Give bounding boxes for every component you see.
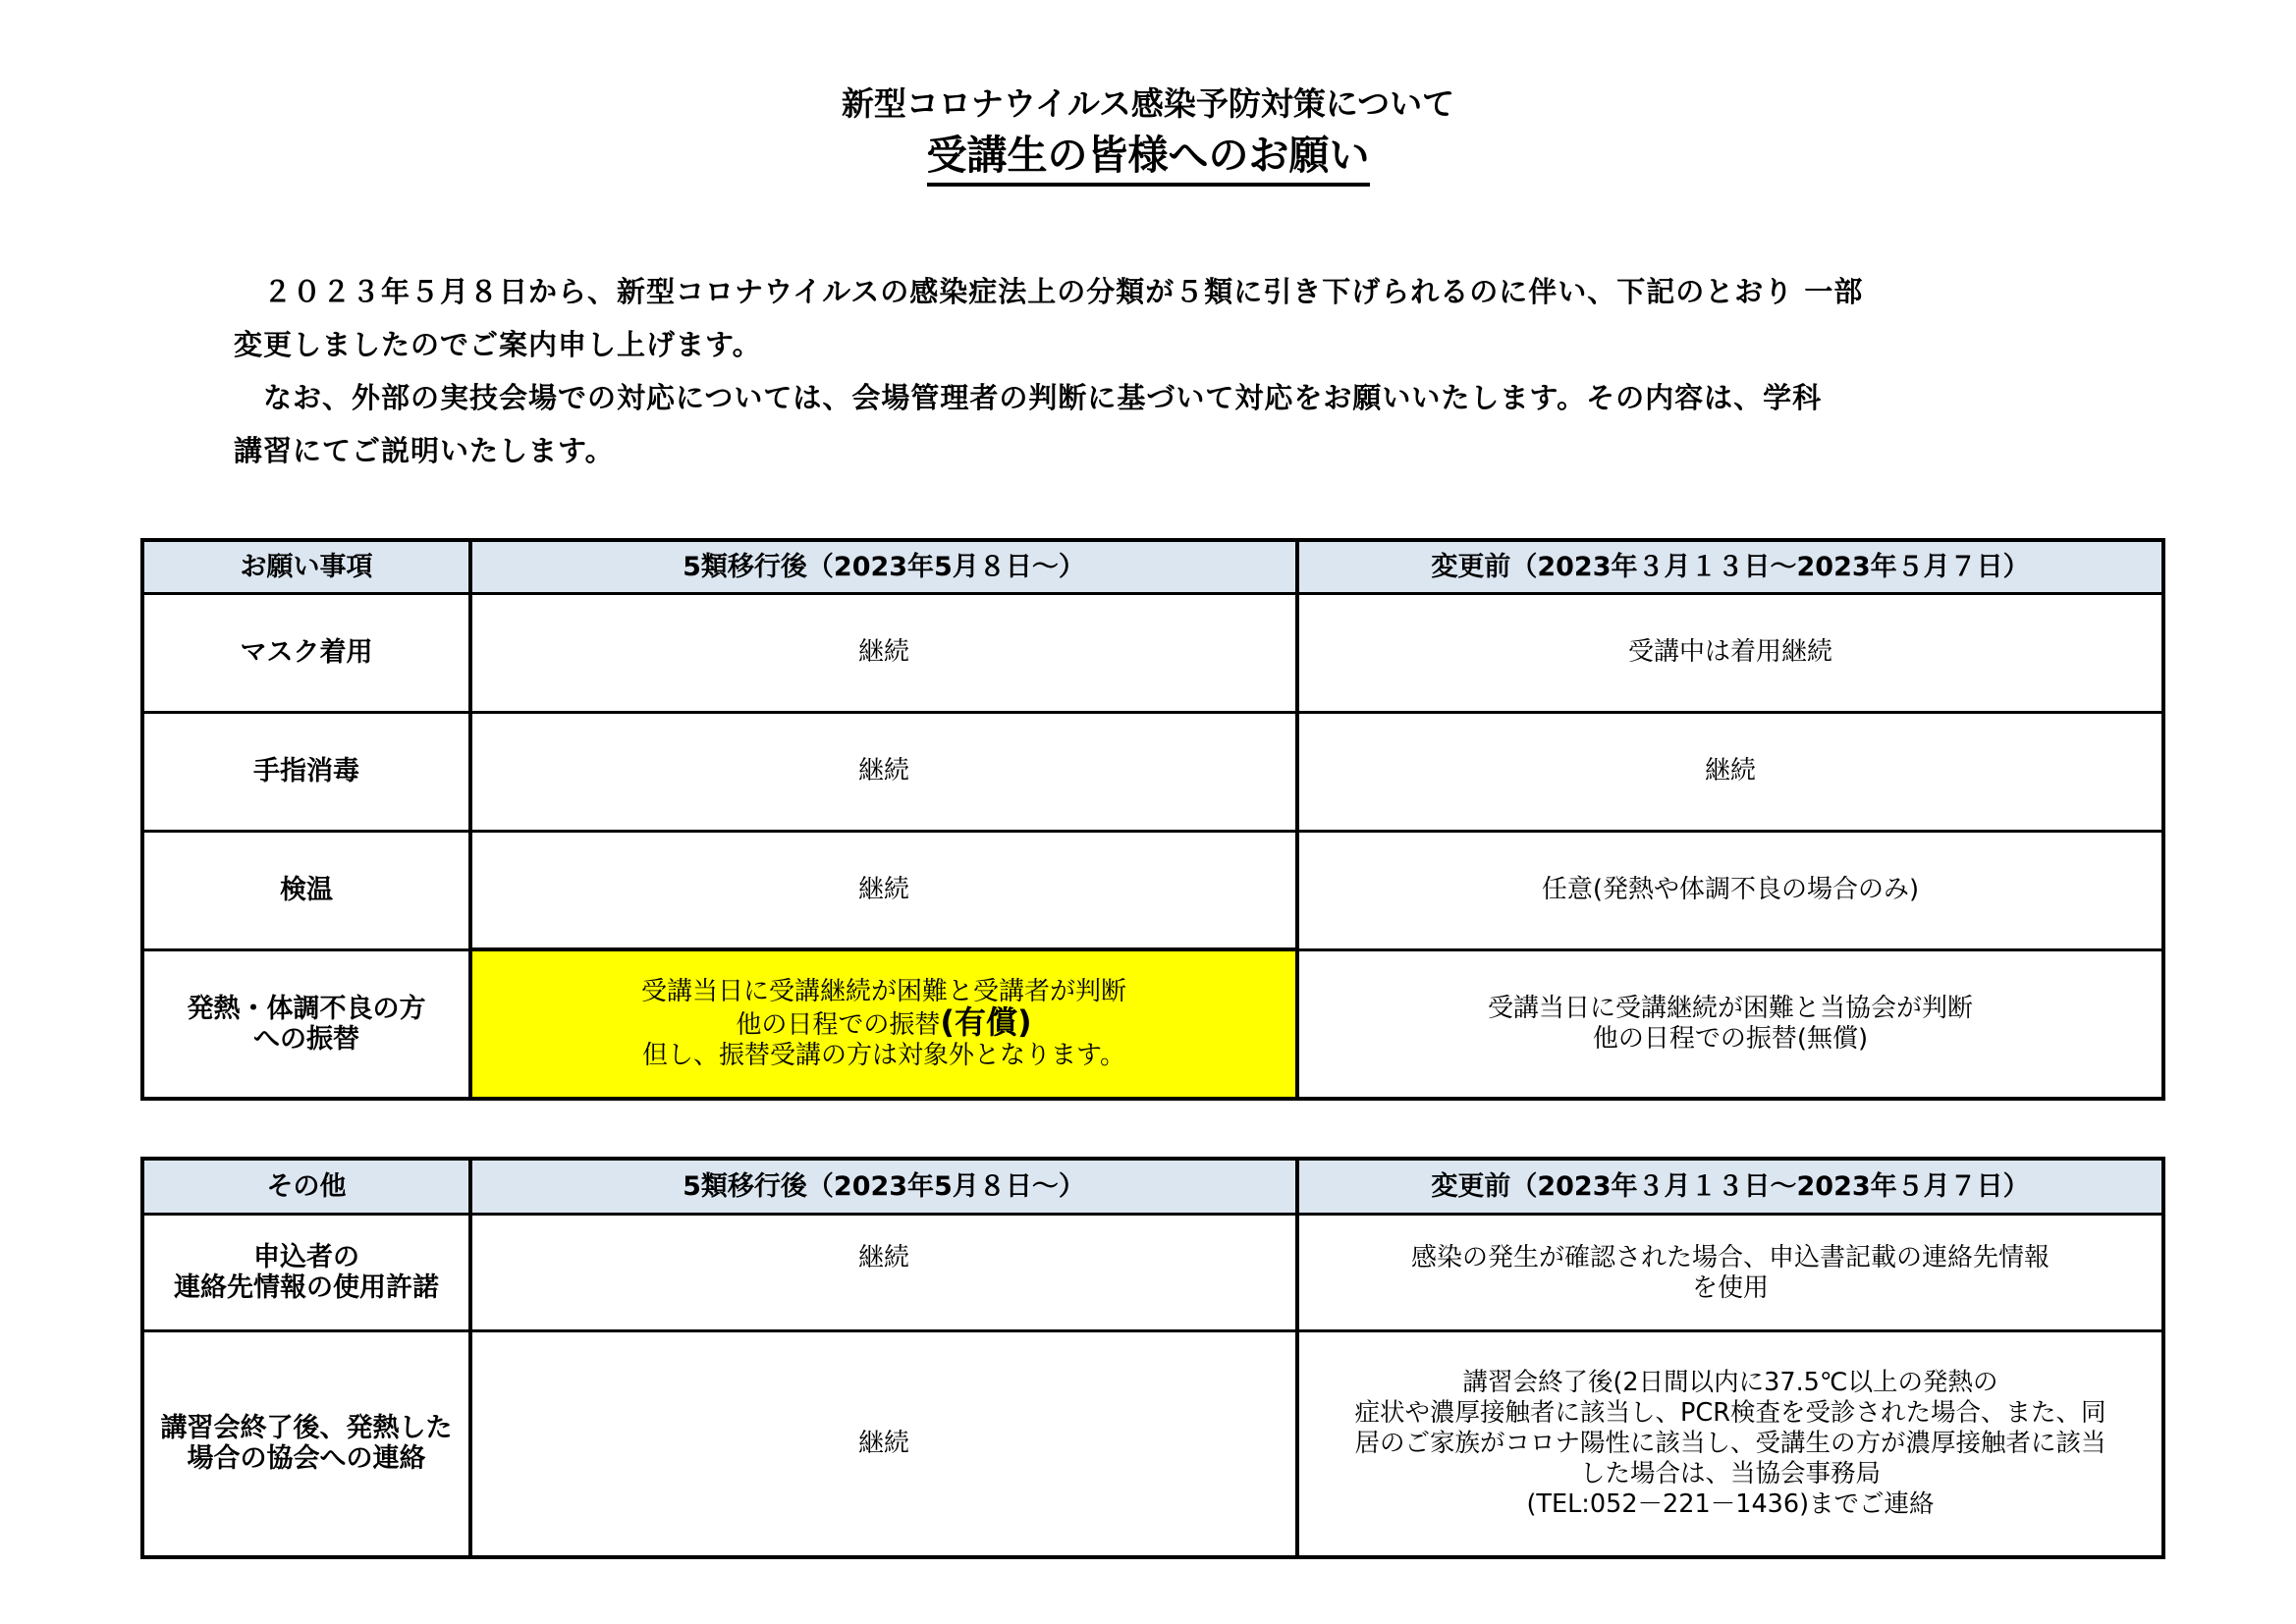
consent-item-line-1: 申込者の (253, 1241, 359, 1272)
intro-line-3: なお、外部の実技会場での対応については、会場管理者の判断に基づいて対応をお願いいたします。その内容は、学科 (234, 381, 1823, 414)
row-after-temperature: 継続 (470, 831, 1297, 949)
row-item-fever (142, 949, 470, 1099)
fever-after-paid-emphasis: (有償) (940, 1003, 1032, 1041)
header-item: お願い事項 (142, 540, 470, 593)
intro-text (234, 265, 2050, 477)
report-before-line-4: した場合は、当協会事務局 (1579, 1458, 1881, 1489)
row-after-fever-report: 継続 (470, 1330, 1297, 1557)
row-item-sanitize: 手指消毒 (142, 712, 470, 831)
document-title: 新型コロナウイルス感染予防対策について (841, 84, 1455, 123)
fever-before-line-2: 他の日程での振替(無償) (1592, 1023, 1869, 1054)
request-table (140, 538, 2165, 1101)
fever-item-line-1: 発熱・体調不良の方 (187, 993, 426, 1024)
row-after-mask: 継続 (470, 593, 1297, 712)
header-after: 5類移行後（2023年5月８日～） (470, 540, 1297, 593)
row-before-sanitize: 継続 (1297, 712, 2163, 831)
row-before-mask: 受講中は着用継続 (1297, 593, 2163, 712)
row-after-fever-highlight (470, 949, 1297, 1099)
table-row (142, 1214, 2163, 1330)
report-item-line-1: 講習会終了後、発熱した (160, 1413, 453, 1444)
row-item-temperature: 検温 (142, 831, 470, 949)
row-before-fever-report (1297, 1330, 2163, 1557)
fever-after-line-1: 受講当日に受講継続が困難と受講者が判断 (640, 977, 1126, 1006)
header-before: 変更前（2023年３月１３日～2023年５月７日） (1297, 540, 2163, 593)
row-item-mask: マスク着用 (142, 593, 470, 712)
intro-line-4: 講習にてご説明いたします。 (234, 434, 615, 467)
consent-before-line-1: 感染の発生が確認された場合、申込書記載の連絡先情報 (1410, 1242, 2050, 1272)
table-header-row (142, 540, 2163, 593)
row-item-fever-report (142, 1330, 470, 1557)
intro-line-1: ２０２３年５月８日から、新型コロナウイルスの感染症法上の分類が５類に引き下げられるのに伴い、下記のとおり 一部 (234, 275, 1864, 308)
report-before-line-5: (TEL:052－221－1436)までご連絡 (1526, 1489, 1935, 1519)
intro-line-2: 変更しましたのでご案内申し上げます。 (234, 328, 762, 361)
header-other: その他 (142, 1159, 470, 1214)
row-before-contact-consent (1297, 1214, 2163, 1330)
table-row (142, 949, 2163, 1099)
consent-item-line-2: 連絡先情報の使用許諾 (174, 1272, 439, 1303)
fever-after-line-2 (482, 1003, 1285, 1041)
table-row (142, 1330, 2163, 1557)
header-before: 変更前（2023年３月１３日～2023年５月７日） (1297, 1159, 2163, 1214)
other-table (140, 1157, 2165, 1559)
report-before-line-3: 居のご家族がコロナ陽性に該当し、受講生の方が濃厚接触者に該当 (1354, 1428, 2106, 1458)
subtitle-text: 受講生の皆様へのお願い (927, 130, 1370, 187)
header-after: 5類移行後（2023年5月８日～） (470, 1159, 1297, 1214)
fever-after-line-3: 但し、振替受講の方は対象外となります。 (642, 1041, 1125, 1070)
document-subtitle (0, 130, 2296, 187)
row-before-temperature: 任意(発熱や体調不良の場合のみ) (1297, 831, 2163, 949)
report-before-line-2: 症状や濃厚接触者に該当し、PCR検査を受診された場合、また、同 (1354, 1397, 2106, 1428)
fever-before-line-1: 受講当日に受講継続が困難と当協会が判断 (1487, 993, 1973, 1023)
row-item-contact-consent (142, 1214, 470, 1330)
table-row (142, 593, 2163, 712)
table-row (142, 831, 2163, 949)
consent-before-line-2: を使用 (1691, 1272, 1769, 1303)
table-header-row (142, 1159, 2163, 1214)
fever-after-line-2-prefix: 他の日程での振替 (736, 1010, 941, 1040)
fever-item-line-2: への振替 (253, 1023, 359, 1055)
row-after-contact-consent: 継続 (470, 1214, 1297, 1330)
row-before-fever (1297, 949, 2163, 1099)
report-item-line-2: 場合の協会への連絡 (187, 1443, 426, 1475)
row-after-sanitize: 継続 (470, 712, 1297, 831)
table-row (142, 712, 2163, 831)
report-before-line-1: 講習会終了後(2日間以内に37.5℃以上の発熱の (1462, 1367, 1998, 1397)
